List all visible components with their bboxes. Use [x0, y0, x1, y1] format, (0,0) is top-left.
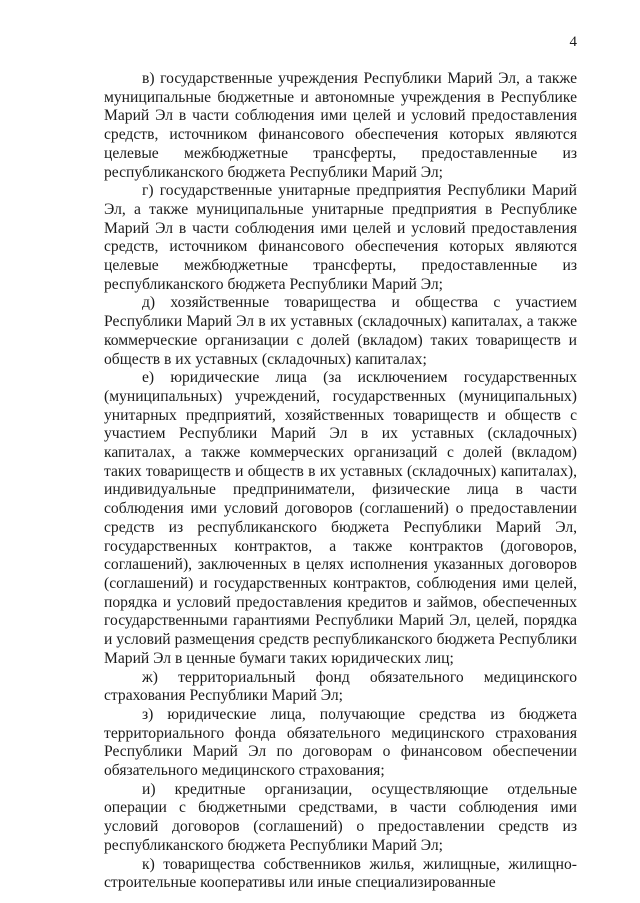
paragraph-g: г) государственные унитарные предприятия Республики Марий Эл, а также муниципальные унитарные предприятия в Республике Марий Эл в части соблюдения ими целей и условий предоставления средств, источником финансового обеспечения которых являются целевые межбюджетные трансферты, предоставленные из республиканского бюджета Республики Марий Эл; — [104, 182, 577, 293]
paragraph-d: д) хозяйственные товарищества и общества с участием Республики Марий Эл в их уставных (складочных) капиталах, а также коммерческие организации с долей (вкладом) таких товариществ и обществ в их уставных (складочных) капиталах; — [104, 294, 577, 368]
page-number: 4 — [569, 34, 577, 50]
document-body — [104, 70, 577, 893]
paragraph-i: и) кредитные организации, осуществляющие отдельные операции с бюджетными средствами, в части соблюдения ими условий договоров (соглашений) о предоставлении средств из республиканского бюджета Республики Марий Эл; — [104, 780, 577, 854]
paragraph-k: к) товарищества собственников жилья, жилищные, жилищно-строительные кооперативы или иные специализированные — [104, 855, 577, 892]
paragraph-zh: ж) территориальный фонд обязательного медицинского страхования Республики Марий Эл; — [104, 668, 577, 705]
paragraph-e: е) юридические лица (за исключением государственных (муниципальных) учреждений, государственных (муниципальных) унитарных предприятий, хозяйственных товариществ и обществ с участием Республики Марий Эл в их уставных (складочных) капиталах, а также коммерческих организаций с долей (вкладом) таких товариществ и обществ в их уставных (складочных) капиталах), индивидуальные предприниматели, физические лица в части соблюдения ими условий договоров (соглашений) о предоставлении средств из республиканского бюджета Республики Марий Эл, государственных контрактов, а также контрактов (договоров, соглашений), заключенных в целях исполнения указанных договоров (соглашений) и государственных контрактов, соблюдения ими целей, порядка и условий предоставления кредитов и займов, обеспеченных государственными гарантиями Республики Марий Эл, целей, порядка и условий размещения средств республиканского бюджета Республики Марий Эл в ценные бумаги таких юридических лиц; — [104, 369, 577, 667]
paragraph-v: в) государственные учреждения Республики Марий Эл, а также муниципальные бюджетные и автономные учреждения в Республике Марий Эл в части соблюдения ими целей и условий предоставления средств, источником финансового обеспечения которых являются целевые межбюджетные трансферты, предоставленные из республиканского бюджета Республики Марий Эл; — [104, 70, 577, 181]
paragraph-z: з) юридические лица, получающие средства из бюджета территориального фонда обязательного медицинского страхования Республики Марий Эл по договорам о финансовом обеспечении обязательного медицинского страхования; — [104, 705, 577, 780]
